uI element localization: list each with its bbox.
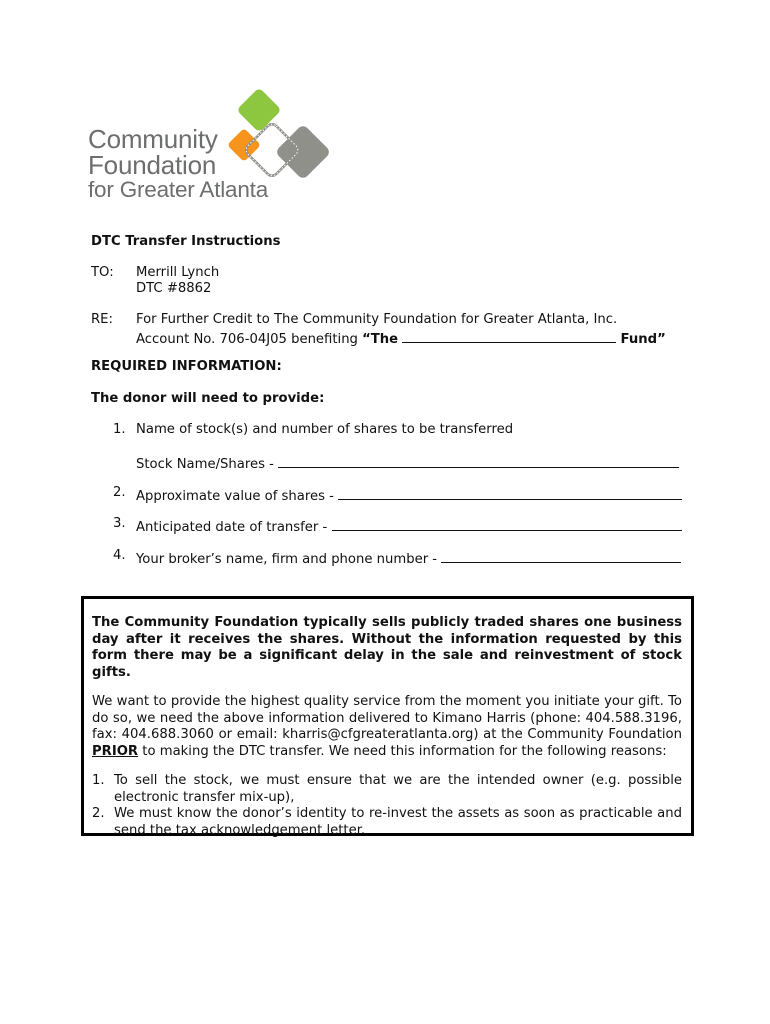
re-fund-suffix: Fund” [620, 332, 666, 347]
transfer-date-row [136, 516, 682, 535]
reasons-list [92, 773, 682, 839]
re-account-text: Account No. 706-04J05 benefiting [136, 332, 363, 347]
to-label: TO: [91, 265, 114, 280]
logo-diamonds-icon [88, 88, 338, 203]
donor-provide-heading: The donor will need to provide: [91, 391, 325, 406]
notice-bold-paragraph: The Community Foundation typically sells publicly traded shares one business day after it receives the shares. Without the information requested by this form there may be a significant delay in the sale and reinvestment of stock gifts. [92, 615, 682, 680]
community-foundation-logo [88, 88, 338, 203]
fund-name-blank[interactable] [402, 328, 616, 343]
notice-paragraph-text: We want to provide the highest quality service from the moment you initiate your gift. To do so, we need the above information delivered to Kimano Harris (phone: 404.588.3196, fax: 404.688.3060 or email: kharris@cfgreateratlanta.org) at the Community Foundation [92, 694, 682, 742]
approx-value-row [136, 485, 682, 504]
notice-box [81, 596, 694, 836]
prior-emphasis: PRIOR [92, 743, 139, 759]
reason-item [92, 773, 682, 806]
re-label: RE: [91, 312, 113, 327]
reason-1-text: To sell the stock, we must ensure that we are the intended owner (e.g. possible electronic transfer mix-up), [114, 773, 682, 805]
logo-line-1: Community [88, 124, 218, 154]
logo-line-3: for Greater Atlanta [88, 177, 269, 202]
page-title: DTC Transfer Instructions [91, 234, 281, 249]
item-3-number: 3. [113, 516, 126, 531]
reason-item [92, 806, 682, 839]
stock-name-shares-blank[interactable] [278, 453, 679, 468]
stock-name-shares-row [136, 453, 679, 472]
item-1-number: 1. [113, 422, 126, 437]
item-2-number: 2. [113, 485, 126, 500]
logo-line-2: Foundation [88, 150, 217, 180]
re-line-1: For Further Credit to The Community Foundation for Greater Atlanta, Inc. [136, 312, 618, 327]
notice-paragraph-end: to making the DTC transfer. We need this information for the following reasons: [142, 743, 667, 759]
re-fund-prefix: “The [362, 332, 399, 347]
stock-name-shares-label: Stock Name/Shares - [136, 457, 274, 472]
reason-2-number: 2. [92, 806, 105, 821]
to-name: Merrill Lynch [136, 265, 220, 280]
required-info-heading: REQUIRED INFORMATION: [91, 359, 282, 374]
broker-info-row [136, 548, 681, 567]
broker-info-label: Your broker’s name, firm and phone number - [136, 552, 438, 567]
approx-value-label: Approximate value of shares - [136, 489, 334, 504]
notice-paragraph [92, 694, 682, 760]
reason-2-text: We must know the donor’s identity to re-invest the assets as soon as practicable and send the tax acknowledgement letter. [114, 806, 682, 838]
reason-1-number: 1. [92, 773, 105, 788]
transfer-date-blank[interactable] [332, 516, 682, 531]
item-4-number: 4. [113, 548, 126, 563]
re-line-2 [136, 328, 666, 347]
approx-value-blank[interactable] [338, 485, 682, 500]
item-1-text: Name of stock(s) and number of shares to be transferred [136, 422, 514, 437]
to-dtc-number: DTC #8862 [136, 281, 212, 296]
broker-info-blank[interactable] [441, 548, 681, 563]
transfer-date-label: Anticipated date of transfer - [136, 520, 328, 535]
